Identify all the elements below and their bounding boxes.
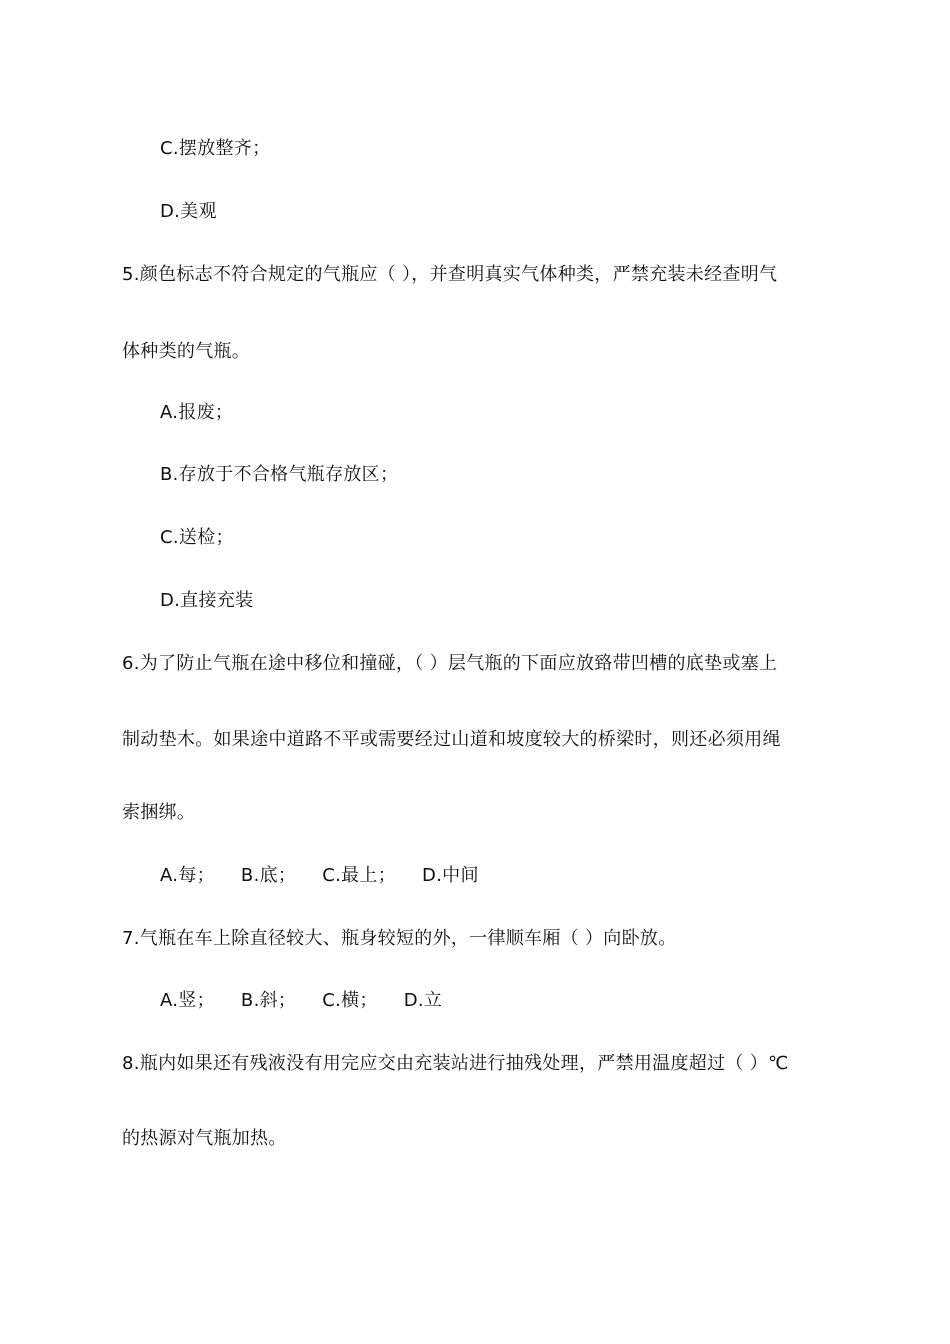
- q5-option-d: D.直接充装: [160, 590, 254, 611]
- q6-text-line-2: 制动垫木。如果途中道路不平或需要经过山道和坡度较大的桥梁时，则还必须用绳: [122, 729, 781, 750]
- q5-option-a: A.报废；: [160, 402, 234, 423]
- q4-option-d: D.美观: [160, 201, 217, 222]
- q5-text-line-1: 5.颜色标志不符合规定的气瓶应（ ），并查明真实气体种类，严禁充装未经查明气: [122, 264, 778, 285]
- q5-option-b: B.存放于不合格气瓶存放区；: [160, 464, 399, 485]
- q6-text-line-3: 索捆绑。: [122, 802, 196, 823]
- q8-text-line-1: 8.瓶内如果还有残液没有用完应交由充装站进行抽残处理，严禁用温度超过（ ）℃: [122, 1053, 789, 1074]
- q5-text-line-2: 体种类的气瓶。: [122, 341, 251, 362]
- q7-options-row: [160, 989, 442, 1013]
- q7-option-a: A.竖；: [160, 990, 215, 1011]
- q6-option-a: A.每；: [160, 865, 215, 886]
- q4-option-c: C.摆放整齐；: [160, 138, 271, 159]
- q6-option-c: C.最上；: [322, 865, 396, 886]
- q6-options-row: [160, 864, 479, 888]
- q6-text-line-1: 6.为了防止气瓶在途中移位和撞碰，（ ）层气瓶的下面应放臵带凹槽的底垫或塞上: [122, 653, 778, 674]
- q7-text-line-1: 7.气瓶在车上除直径较大、瓶身较短的外，一律顺车厢（ ）向卧放。: [122, 928, 677, 949]
- q5-option-c: C.送检；: [160, 527, 234, 548]
- q6-option-b: B.底；: [240, 865, 297, 886]
- q7-option-c: C.横；: [322, 990, 378, 1011]
- q7-option-d: D.立: [403, 990, 443, 1011]
- q6-option-d: D.中间: [422, 865, 479, 886]
- q7-option-b: B.斜；: [240, 990, 297, 1011]
- q8-text-line-2: 的热源对气瓶加热。: [122, 1128, 287, 1149]
